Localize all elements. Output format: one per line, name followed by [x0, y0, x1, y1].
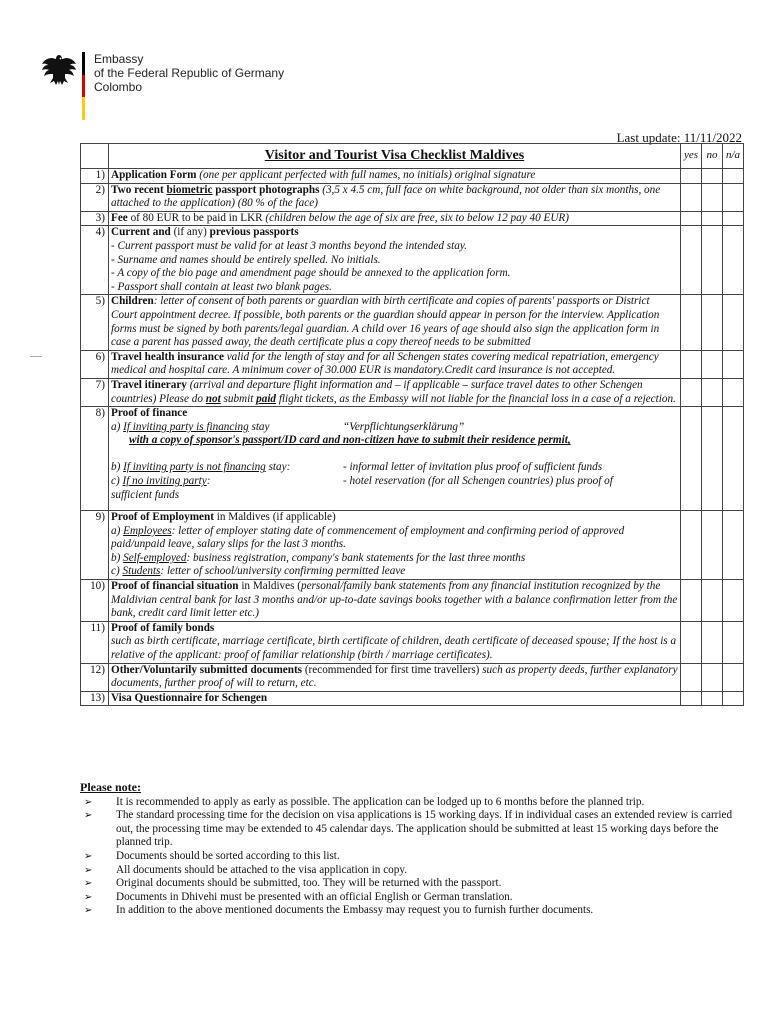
note-text: It is recommended to apply as early as possible. The application can be lodged up to 6 months before the planned trip.	[116, 795, 645, 808]
item-heading: Proof of Employment	[111, 511, 214, 524]
item-detail: such as birth certificate, marriage certificate, birth certificate of children, death certificate of deceased spouse; If the host is a relative of the applicant: proof of familiar relationship (birth / marriage certificates).	[111, 635, 677, 662]
na-checkbox[interactable]	[723, 169, 744, 184]
notes-list	[80, 796, 740, 918]
row-text-fee	[109, 211, 681, 226]
table-row	[81, 621, 744, 663]
row-text-family-bonds	[109, 621, 681, 663]
row-text-passports	[109, 226, 681, 295]
item-detail: such as property deeds, further explanatory documents, further proof of will to return, etc.	[111, 663, 678, 690]
header-num-cell	[81, 144, 109, 169]
checklist-title: Visitor and Tourist Visa Checklist Maldives	[109, 144, 681, 169]
item-detail: personal/family bank statements from any financial institution recognized by the Maldivian central bank for last 3 months and/or up-to-date savings books together with a balance confirmation letter from the bank, credit card limit letter etc.)	[111, 580, 678, 620]
na-checkbox[interactable]	[723, 226, 744, 295]
note-text: Documents should be sorted according to this list.	[116, 849, 340, 862]
no-checkbox[interactable]	[702, 211, 723, 226]
list-item	[80, 864, 740, 878]
federal-eagle-icon	[40, 52, 78, 88]
finance-c-right: - hotel reservation (for all Schengen countries) plus proof of	[343, 475, 613, 488]
embassy-header	[40, 48, 440, 118]
option-rest: stay:	[265, 461, 291, 474]
embassy-line-2: of the Federal Republic of Germany	[94, 66, 285, 80]
finance-b-left	[111, 461, 343, 475]
option-underlined: If inviting party is financing	[123, 420, 249, 433]
list-item	[80, 850, 740, 864]
col-no: no	[702, 144, 723, 169]
no-checkbox[interactable]	[702, 226, 723, 295]
item-heading: Travel itinerary	[111, 378, 187, 391]
row-number: 1)	[81, 169, 109, 184]
na-checkbox[interactable]	[723, 691, 744, 706]
row-number: 6)	[81, 350, 109, 378]
row-number: 3)	[81, 211, 109, 226]
item-heading-cont: previous passports	[209, 226, 299, 239]
finance-c-cont: sufficient funds	[111, 488, 180, 501]
option-underlined: Students	[122, 565, 161, 578]
list-item	[80, 796, 740, 810]
spacer	[111, 448, 678, 462]
na-checkbox[interactable]	[723, 663, 744, 691]
item-detail: (3,5 x 4.5 cm, full face on white background, not older than six months, one attached to the application) (80 % of the face)	[111, 183, 661, 210]
employment-option-b	[111, 552, 678, 566]
yes-checkbox[interactable]	[681, 511, 702, 580]
yes-checkbox[interactable]	[681, 691, 702, 706]
finance-c-left	[111, 475, 343, 489]
row-number: 9)	[81, 511, 109, 580]
list-item	[80, 809, 740, 850]
table-row	[81, 295, 744, 350]
flag-gold-stripe	[82, 97, 85, 120]
item-heading: Current and	[111, 226, 171, 239]
no-checkbox[interactable]	[702, 580, 723, 622]
flag-black-stripe	[82, 52, 85, 75]
table-row	[81, 169, 744, 184]
item-detail: : letter of consent of both parents or guardian with birth certificate and copies of parents' passports or District Court appointment decree. If possible, both parents or the guardian should appear in person for the interview. Application forms must be signed by both parents/legal guardian. A child over 16 years of age should also sign the application form in case a parent has passed away, the death certificate plus a copy thereof needs to be submitted	[111, 295, 660, 349]
item-detail-cont: submit	[220, 392, 257, 405]
col-na: n/a	[723, 144, 744, 169]
yes-checkbox[interactable]	[681, 621, 702, 663]
row-text-insurance	[109, 350, 681, 378]
table-row	[81, 226, 744, 295]
option-underlined: If inviting party is not financing	[123, 461, 266, 474]
item-heading: Proof of finance	[111, 407, 188, 420]
row-number: 7)	[81, 378, 109, 406]
yes-checkbox[interactable]	[681, 211, 702, 226]
no-checkbox[interactable]	[702, 407, 723, 511]
item-text: in Maldives (if applicable)	[213, 511, 336, 524]
table-row	[81, 183, 744, 211]
note-text: Original documents should be submitted, too. They will be returned with the passport.	[116, 877, 502, 890]
na-checkbox[interactable]	[723, 350, 744, 378]
item-detail: (arrival and departure flight information and – if applicable – surface travel dates to other Schengen countries) Please do	[111, 378, 643, 405]
finance-b-right: - informal letter of invitation plus proof of sufficient funds	[343, 461, 603, 474]
row-number: 13)	[81, 691, 109, 706]
list-item	[80, 877, 740, 891]
yes-checkbox[interactable]	[681, 295, 702, 350]
item-heading: Proof of family bonds	[111, 621, 215, 634]
item-text: (	[196, 169, 203, 181]
item-heading-underlined: biometric	[166, 183, 213, 196]
visa-checklist-table	[80, 143, 744, 706]
item-text: of 80 EUR to be paid in LKR	[127, 211, 266, 224]
item-text: (recommended for first time travellers)	[302, 663, 483, 676]
yes-checkbox[interactable]	[681, 183, 702, 211]
please-note-section	[80, 781, 740, 918]
no-checkbox[interactable]	[702, 295, 723, 350]
no-checkbox[interactable]	[702, 378, 723, 406]
na-checkbox[interactable]	[723, 183, 744, 211]
row-text-photographs	[109, 183, 681, 211]
row-number: 11)	[81, 621, 109, 663]
na-checkbox[interactable]	[723, 211, 744, 226]
margin-mark	[30, 356, 42, 357]
item-detail: one per applicant perfected with full names, no initials) original signature	[203, 169, 536, 181]
arrow-bullet-icon: ➢	[84, 905, 93, 917]
arrow-bullet-icon: ➢	[84, 878, 93, 890]
table-row	[81, 511, 744, 580]
embassy-line-1: Embassy	[94, 52, 144, 66]
verpflichtung-quote: “Verpflichtungserklärung”	[343, 420, 465, 433]
item-heading: Visa Questionnaire for Schengen	[111, 691, 268, 704]
table-row	[81, 580, 744, 622]
table-row	[81, 691, 744, 706]
notes-title: Please note:	[80, 780, 141, 794]
row-number: 5)	[81, 295, 109, 350]
option-rest: stay	[248, 420, 270, 433]
sponsor-requirement: with a copy of sponsor's passport/ID card and non-citizen have to submit their residence permit,	[129, 434, 571, 447]
option-underlined: If no inviting party	[122, 475, 207, 488]
option-prefix: b)	[111, 461, 124, 474]
table-row	[81, 407, 744, 511]
note-text: In addition to the above mentioned documents the Embassy may request you to furnish further documents.	[116, 904, 594, 917]
row-number: 10)	[81, 580, 109, 622]
employment-option-c	[111, 565, 678, 579]
item-heading: Travel health insurance	[111, 350, 224, 363]
passport-line-3: - A copy of the bio page and amendment page should be annexed to the application form.	[111, 267, 511, 280]
option-rest: : letter of employer stating date of commencement of employment and confirming period of approved paid/unpaid leave, salary slips for the last 3 months.	[111, 524, 625, 551]
item-heading: Fee	[111, 211, 128, 224]
finance-option-c	[111, 475, 678, 489]
note-text: All documents should be attached to the visa application in copy.	[116, 863, 408, 876]
item-detail: valid for the length of stay and for all Schengen states covering medical repatriation, emergency medical and hospital care. A minimum cover of 30.000 EUR is mandatory.Credit card insurance is not accepted.	[111, 350, 659, 377]
option-prefix: a)	[111, 524, 124, 537]
row-text-itinerary	[109, 378, 681, 406]
passport-line-2: - Surname and names should be entirely spelled. No initials.	[111, 253, 381, 266]
emphasis-paid: paid	[256, 392, 277, 405]
arrow-bullet-icon: ➢	[84, 810, 93, 822]
item-text: in Maldives (	[238, 580, 301, 593]
finance-option-a	[111, 421, 678, 435]
yes-checkbox[interactable]	[681, 350, 702, 378]
row-text-other-documents	[109, 663, 681, 691]
flag-red-stripe	[82, 75, 85, 98]
yes-checkbox[interactable]	[681, 407, 702, 511]
arrow-bullet-icon: ➢	[84, 796, 93, 808]
arrow-bullet-icon: ➢	[84, 891, 93, 903]
na-checkbox[interactable]	[723, 580, 744, 622]
flag-bar	[82, 52, 85, 120]
finance-option-b	[111, 461, 678, 475]
na-checkbox[interactable]	[723, 378, 744, 406]
row-text-questionnaire	[109, 691, 681, 706]
yes-checkbox[interactable]	[681, 378, 702, 406]
option-rest: : letter of school/university confirming permitted leave	[160, 565, 406, 578]
na-checkbox[interactable]	[723, 295, 744, 350]
yes-checkbox[interactable]	[681, 226, 702, 295]
employment-option-a	[111, 525, 678, 552]
col-yes: yes	[681, 144, 702, 169]
table-row	[81, 378, 744, 406]
row-text-children	[109, 295, 681, 350]
list-item	[80, 891, 740, 905]
na-checkbox[interactable]	[723, 407, 744, 511]
table-row	[81, 211, 744, 226]
option-rest: :	[206, 475, 211, 488]
item-detail-end: flight tickets, as the Embassy will not liable for the financial loss in a case of a rejection.	[276, 392, 676, 405]
passport-line-4: - Passport shall contain at least two blank pages.	[111, 280, 332, 293]
yes-checkbox[interactable]	[681, 580, 702, 622]
item-text: (if any)	[170, 226, 210, 239]
item-heading-cont: passport photographs	[212, 183, 320, 196]
item-heading: Proof of financial situation	[111, 580, 239, 593]
option-underlined: Employees	[123, 524, 172, 537]
no-checkbox[interactable]	[702, 691, 723, 706]
na-checkbox[interactable]	[723, 621, 744, 663]
item-heading: Other/Voluntarily submitted documents	[111, 663, 303, 676]
table-row	[81, 663, 744, 691]
row-text-application-form	[109, 169, 681, 184]
item-heading: Application Form	[111, 169, 197, 181]
item-heading: Two recent	[111, 183, 167, 196]
finance-a-left	[111, 421, 343, 435]
embassy-name	[94, 52, 284, 94]
no-checkbox[interactable]	[702, 511, 723, 580]
item-detail: (children below the age of six are free, six to below 12 pay 40 EUR)	[265, 211, 569, 224]
last-update: Last update: 11/11/2022	[616, 130, 742, 145]
row-number: 12)	[81, 663, 109, 691]
option-prefix: a)	[111, 420, 124, 433]
na-checkbox[interactable]	[723, 511, 744, 580]
no-checkbox[interactable]	[702, 350, 723, 378]
note-text: Documents in Dhivehi must be presented with an official English or German translation.	[116, 890, 513, 903]
table-header-row	[81, 144, 744, 169]
embassy-line-3: Colombo	[94, 80, 143, 94]
note-text: The standard processing time for the decision on visa applications is 15 working days. If in individual cases an extended review is carried out, the processing time may be extended to 45 calendar days. The application should be submitted at least 15 working days before the planned trip.	[116, 809, 733, 849]
row-number: 2)	[81, 183, 109, 211]
arrow-bullet-icon: ➢	[84, 864, 93, 876]
option-prefix: c)	[111, 565, 123, 578]
yes-checkbox[interactable]	[681, 169, 702, 184]
yes-checkbox[interactable]	[681, 663, 702, 691]
option-prefix: b)	[111, 551, 124, 564]
row-number: 8)	[81, 407, 109, 511]
option-underlined: Self-employed	[123, 551, 187, 564]
option-prefix: c)	[111, 475, 123, 488]
emphasis-not: not	[205, 392, 221, 405]
row-text-employment	[109, 511, 681, 580]
arrow-bullet-icon: ➢	[84, 850, 93, 862]
row-number: 4)	[81, 226, 109, 295]
table-row	[81, 350, 744, 378]
item-heading: Children	[111, 295, 154, 308]
no-checkbox[interactable]	[702, 663, 723, 691]
no-checkbox[interactable]	[702, 183, 723, 211]
row-text-financial-situation	[109, 580, 681, 622]
list-item	[80, 904, 740, 918]
row-text-finance	[109, 407, 681, 511]
option-rest: : business registration, company's bank statements for the last three months	[186, 551, 526, 564]
no-checkbox[interactable]	[702, 169, 723, 184]
no-checkbox[interactable]	[702, 621, 723, 663]
passport-line-1: - Current passport must be valid for at least 3 months beyond the intended stay.	[111, 239, 468, 252]
